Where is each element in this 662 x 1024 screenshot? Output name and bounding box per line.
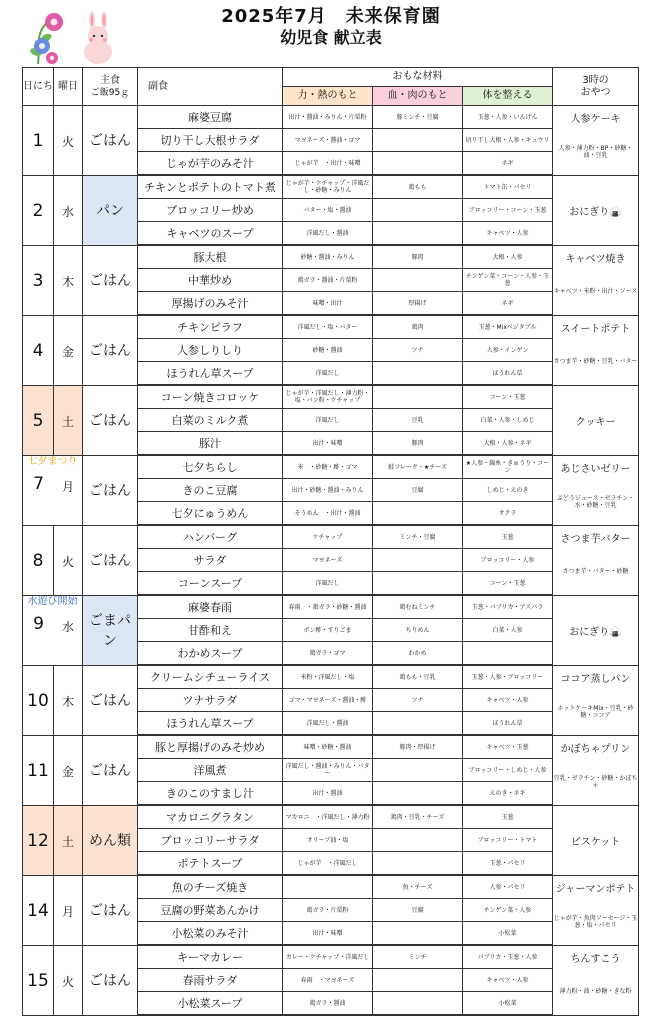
snack-name: スイートポテト (553, 315, 639, 339)
ingredient-energy: じゃが芋・洋風だし・薄力粉・塩・パン粉・ケチャップ (283, 385, 373, 409)
snack-ingredients: ぶどうジュース・ゼラチン・水・砂糖・豆乳 (553, 479, 639, 526)
ingredient-blood (373, 782, 463, 806)
ingredient-blood: ちりめん (373, 619, 463, 642)
ingredient-body: 玉葱・Mixベジタブル (463, 315, 553, 339)
table-row (23, 385, 639, 409)
day-number: 12 (27, 830, 49, 851)
table-row (23, 875, 639, 899)
ingredient-energy: じゃが芋 ・出汁・味噌 (283, 152, 373, 176)
weekday-label: 土 (61, 414, 74, 429)
ingredient-blood (373, 992, 463, 1016)
ingredient-blood: 魚・チーズ (373, 875, 463, 899)
ingredient-body: 小松菜 (463, 922, 553, 946)
snack-name: クッキー (553, 385, 639, 455)
ingredient-blood (373, 712, 463, 736)
ingredient-body: 小松菜 (463, 992, 553, 1016)
dish-name: ほうれん草スープ (138, 712, 283, 736)
ingredient-energy: 米 ・砂糖・酢・ゴマ (283, 455, 373, 479)
dish-name: 七夕にゅうめん (138, 502, 283, 526)
ingredient-energy: 鶏ガラ・片栗粉 (283, 899, 373, 922)
snack-name: おにぎり🍙 (553, 175, 639, 245)
dish-name: ハンバーグ (138, 525, 283, 549)
snack-ingredients: 豆乳・ゼラチン・砂糖・かぼちゃ (553, 759, 639, 806)
day-number: 2 (32, 200, 44, 221)
snack-ingredients: さつま芋・砂糖・豆乳・バター (553, 339, 639, 386)
ingredient-blood (373, 852, 463, 876)
ingredient-blood (373, 152, 463, 176)
ingredient-body: 玉葱・人参・ブロッコリー (463, 665, 553, 689)
weekday-cell (54, 945, 83, 1015)
ingredient-energy: 洋風だし (283, 362, 373, 386)
dish-name: 春雨サラダ (138, 969, 283, 992)
date-cell (23, 245, 54, 315)
dish-name: 豆腐の野菜あんかけ (138, 899, 283, 922)
snack-ingredients: ホットケーキMix・豆乳・砂糖・ココア (553, 689, 639, 736)
table-row (23, 735, 639, 759)
weekday-label: 木 (61, 694, 74, 709)
day-number: 7 (33, 473, 44, 494)
ingredient-blood (373, 222, 463, 246)
ingredient-energy: そうめん ・出汁・醤油 (283, 502, 373, 526)
weekday-label: 火 (61, 134, 74, 149)
snack-name: ココア蒸しパン (553, 665, 639, 689)
ingredient-body: 玉葱 (463, 525, 553, 549)
dish-name: きのこのすまし汁 (138, 782, 283, 806)
weekday-cell (54, 245, 83, 315)
table-row (23, 245, 639, 269)
dish-name: ブロッコリー炒め (138, 199, 283, 222)
ingredient-blood: 鮭フレーク・★チーズ (373, 455, 463, 479)
dish-name: 魚のチーズ焼き (138, 875, 283, 899)
day-number: 4 (32, 340, 44, 361)
weekday-cell (54, 525, 83, 595)
snack-name: あじさいゼリー (553, 455, 639, 479)
ingredient-energy: 洋風だし・醤油 (283, 222, 373, 246)
weekday-cell (54, 665, 83, 735)
dish-name: 洋風煮 (138, 759, 283, 782)
snack-name: ジャーマンポテト (553, 875, 639, 899)
day-number: 5 (32, 410, 44, 431)
ingredient-body: コーン・玉葱 (463, 385, 553, 409)
dish-name: 甘酢和え (138, 619, 283, 642)
date-cell (23, 315, 54, 385)
ingredient-blood (373, 969, 463, 992)
date-cell (23, 455, 83, 525)
col-header-weekday: 曜日 (54, 68, 83, 106)
ingredient-blood: 鶏もも (373, 175, 463, 199)
ingredient-blood: 鶏もも・豆乳 (373, 665, 463, 689)
staple-cell: ごはん (83, 385, 138, 455)
weekday-cell (54, 385, 83, 455)
ingredient-body: 玉葱・パプリカ・アスパラ (463, 595, 553, 619)
dish-name: 白菜のミルク煮 (138, 409, 283, 432)
dish-name: わかめスープ (138, 642, 283, 666)
ingredient-energy: 出汁・醤油・みりん・片栗粉 (283, 106, 373, 129)
table-row (23, 595, 639, 619)
dish-name: 七夕ちらし (138, 455, 283, 479)
day-number: 15 (27, 970, 49, 991)
ingredient-body: 大根・人参・ネギ (463, 432, 553, 456)
ingredient-energy: 味噌・出汁 (283, 292, 373, 316)
staple-cell: めん類 (83, 805, 138, 875)
ingredient-energy: 砂糖・醤油 (283, 339, 373, 362)
ingredient-blood: ツナ (373, 339, 463, 362)
weekday-label: 火 (61, 554, 74, 569)
weekday-label: 金 (61, 764, 74, 779)
ingredient-blood: ツナ (373, 689, 463, 712)
ingredient-energy: じゃが芋 ・洋風だし (283, 852, 373, 876)
ingredient-energy: 洋風だし (283, 572, 373, 596)
ingredient-energy: 鶏ガラ・醤油・片栗粉 (283, 269, 373, 292)
dish-name: 豚大根 (138, 245, 283, 269)
staple-cell: ごまパン (83, 595, 138, 665)
ingredient-body: キャベツ・人参 (463, 969, 553, 992)
day-number: 9 (33, 613, 44, 634)
ingredient-body: チンゲン菜・人参 (463, 899, 553, 922)
dish-name: 中華炒め (138, 269, 283, 292)
dish-name: コーンスープ (138, 572, 283, 596)
date-cell (23, 525, 54, 595)
date-cell (23, 106, 54, 176)
weekday-label: 水 (61, 619, 74, 634)
ingredient-energy: 春雨 ・マヨネーズ (283, 969, 373, 992)
ingredient-energy: 鶏ガラ・醤油 (283, 992, 373, 1016)
weekday-label: 水 (61, 204, 74, 219)
dish-name: 豚汁 (138, 432, 283, 456)
ingredient-blood: ミンチ・豆腐 (373, 525, 463, 549)
staple-cell: ごはん (83, 245, 138, 315)
weekday-label: 木 (61, 274, 74, 289)
dish-name: きのこ豆腐 (138, 479, 283, 502)
staple-cell: ごはん (83, 665, 138, 735)
ingredient-body: キャベツ・玉葱 (463, 735, 553, 759)
dish-name: 麻婆豆腐 (138, 106, 283, 129)
col-header-date: 日にち (23, 68, 54, 106)
ingredient-energy (283, 875, 373, 899)
staple-cell: ごはん (83, 315, 138, 385)
day-number: 1 (32, 130, 44, 151)
col-header-staple (83, 68, 138, 106)
ingredient-blood (373, 922, 463, 946)
ingredient-body: えのき・ネギ (463, 782, 553, 806)
snack-name: ビスケット (553, 805, 639, 875)
day-number: 14 (27, 900, 49, 921)
weekday-label: 月 (61, 479, 74, 494)
dish-name: サラダ (138, 549, 283, 572)
date-cell (23, 735, 54, 805)
staple-note: ご飯95ｇ (90, 87, 130, 98)
day-number: 3 (32, 270, 44, 291)
ingredient-energy: 春雨 ・鶏ガラ・砂糖・醤油 (283, 595, 373, 619)
weekday-cell (54, 805, 83, 875)
ingredient-body: ブロッコリー・トマト (463, 829, 553, 852)
ingredient-energy: オリーブ油・塩 (283, 829, 373, 852)
weekday-label: 火 (61, 974, 74, 989)
table-row (23, 315, 639, 339)
ingredient-energy: 出汁・味噌 (283, 922, 373, 946)
ingredient-body: キャベツ・人参 (463, 689, 553, 712)
ingredient-body: コーン・玉葱 (463, 572, 553, 596)
ingredient-energy: 出汁・味噌 (283, 432, 373, 456)
ingredient-body: しめじ・えのき (463, 479, 553, 502)
date-cell (23, 665, 54, 735)
snack-ingredients: じゃが芋・魚肉ソーセージ・玉葱・塩・パセリ (553, 899, 639, 946)
ingredient-energy: カレー・ケチャップ・洋風だし (283, 945, 373, 969)
ingredient-body: ほうれん草 (463, 362, 553, 386)
snack-label-2: おやつ (580, 86, 611, 98)
ingredient-body (463, 642, 553, 666)
dish-name: ブロッコリーサラダ (138, 829, 283, 852)
dish-name: ツナサラダ (138, 689, 283, 712)
weekday-cell (54, 315, 83, 385)
dish-name: 厚揚げのみそ汁 (138, 292, 283, 316)
ingredient-energy: 洋風だし (283, 409, 373, 432)
dish-name: じゃが芋のみそ汁 (138, 152, 283, 176)
dish-name: チキンピラフ (138, 315, 283, 339)
ingredient-energy: マヨネーズ・醤油・ゴマ (283, 129, 373, 152)
ingredient-body: 人参・インゲン (463, 339, 553, 362)
dish-name: クリームシチューライス (138, 665, 283, 689)
ingredient-body: ネギ (463, 152, 553, 176)
page-title: 2025年7月 未来保育園 (221, 6, 441, 27)
ingredient-blood (373, 199, 463, 222)
ingredient-body: チンゲン菜・コーン・人参・玉葱 (463, 269, 553, 292)
ingredient-blood: 豆腐 (373, 479, 463, 502)
ingredient-energy: じゃが芋・ケチャップ・洋風だし・砂糖・みりん (283, 175, 373, 199)
ingredient-energy: 鶏ガラ・ゴマ (283, 642, 373, 666)
snack-name: ちんすこう (553, 945, 639, 969)
day-number: 11 (27, 760, 49, 781)
ingredient-energy: マカロニ ・洋風だし・薄力粉 (283, 805, 373, 829)
ingredient-energy: マヨネーズ (283, 549, 373, 572)
snack-ingredients: 薄力粉・油・砂糖・きな粉 (553, 969, 639, 1016)
ingredient-blood: 豆乳 (373, 409, 463, 432)
date-cell (23, 385, 54, 455)
ingredient-blood (373, 759, 463, 782)
ingredient-blood (373, 362, 463, 386)
ingredient-body: キャベツ・人参 (463, 222, 553, 246)
ingredient-energy: バター・塩・醤油 (283, 199, 373, 222)
snack-name: キャベツ焼き (553, 245, 639, 269)
ingredient-energy: 味噌・砂糖・醤油 (283, 735, 373, 759)
ingredient-body: 玉葱・パセリ (463, 852, 553, 876)
ingredient-blood: わかめ (373, 642, 463, 666)
ingredient-energy: 出汁・砂糖・醤油・みりん (283, 479, 373, 502)
ingredient-energy: 洋風だし・醤油 (283, 712, 373, 736)
dish-name: キーマカレー (138, 945, 283, 969)
dish-name: 小松菜スープ (138, 992, 283, 1016)
dish-name: 豚と厚揚げのみそ炒め (138, 735, 283, 759)
weekday-label: 金 (61, 344, 74, 359)
ingredient-blood: 豚肉 (373, 432, 463, 456)
date-cell (23, 175, 54, 245)
ingredient-energy: 米粉・洋風だし・塩 (283, 665, 373, 689)
weekday-cell (54, 735, 83, 805)
ingredient-blood: 豚ミンチ・豆腐 (373, 106, 463, 129)
ingredient-body: 玉葱 (463, 805, 553, 829)
ingredient-body: 白菜・人参 (463, 619, 553, 642)
ingredient-blood: 豆腐 (373, 899, 463, 922)
ingredient-blood: 鶏肉・豆乳・チーズ (373, 805, 463, 829)
day-number: 8 (32, 550, 44, 571)
ingredient-energy: 洋風だし・醤油・みりん・バター (283, 759, 373, 782)
ingredient-energy: ケチャップ (283, 525, 373, 549)
ingredient-body: オクラ (463, 502, 553, 526)
snack-label-1: 3時の (582, 74, 609, 86)
ingredient-body: トマト缶・パセリ (463, 175, 553, 199)
staple-cell: ごはん (83, 525, 138, 595)
dish-name: コーン焼きコロッケ (138, 385, 283, 409)
dish-name: 麻婆春雨 (138, 595, 283, 619)
col-header-energy: 力・熱のもと (283, 87, 373, 106)
snack-name: おにぎり🍙 (553, 595, 639, 665)
dish-name: 小松菜のみそ汁 (138, 922, 283, 946)
weekday-label: 月 (61, 904, 74, 919)
snack-ingredients: キャベツ・米粉・出汁・ソース (553, 269, 639, 316)
col-header-snack (553, 68, 639, 106)
table-row (23, 455, 639, 479)
ingredient-blood (373, 829, 463, 852)
weekday-label: 土 (61, 834, 74, 849)
ingredient-blood (373, 549, 463, 572)
ingredient-body: 切り干し大根・人参・キュウリ (463, 129, 553, 152)
ingredient-body: ほうれん草 (463, 712, 553, 736)
ingredient-blood: 豚肉・厚揚げ (373, 735, 463, 759)
snack-name: かぼちゃプリン (553, 735, 639, 759)
col-header-side: 副食 (138, 68, 283, 106)
ingredient-body: ブロッコリー・人参 (463, 549, 553, 572)
ingredient-blood (373, 385, 463, 409)
dish-name: キャベツのスープ (138, 222, 283, 246)
dish-name: 人参しりしり (138, 339, 283, 362)
staple-cell: ごはん (83, 455, 138, 525)
table-row (23, 805, 639, 829)
ingredient-body: 玉葱・人参・いんげん (463, 106, 553, 129)
weekday-cell (54, 106, 83, 176)
dish-name: チキンとポテトのトマト煮 (138, 175, 283, 199)
staple-cell: ごはん (83, 945, 138, 1015)
date-cell (23, 875, 54, 945)
ingredient-blood: 厚揚げ (373, 292, 463, 316)
date-cell (23, 945, 54, 1015)
ingredient-body: ブロッコリー・しめじ・人参 (463, 759, 553, 782)
ingredient-blood: ミンチ (373, 945, 463, 969)
ingredient-energy: 砂糖・醤油・みりん (283, 245, 373, 269)
event-label: 七夕まつり (27, 455, 78, 467)
ingredient-body: 白菜・人参・しめじ (463, 409, 553, 432)
ingredient-energy: ゴマ・マヨネーズ・醤油・酢 (283, 689, 373, 712)
snack-name: 人参ケーキ (553, 106, 639, 129)
snack-ingredients: 人参・薄力粉・BP・砂糖・油・豆乳 (553, 129, 639, 176)
col-header-materials: おもな材料 (283, 68, 553, 87)
ingredient-blood: 鶏肉 (373, 315, 463, 339)
morning-glory-rabbit-illustration (28, 8, 123, 66)
table-row (23, 106, 639, 129)
ingredient-body: ブロッコリー・コーン・玉葱 (463, 199, 553, 222)
ingredient-body: 大根・人参 (463, 245, 553, 269)
snack-name: さつま芋バター (553, 525, 639, 549)
staple-cell: ごはん (83, 875, 138, 945)
weekday-cell (54, 175, 83, 245)
dish-name: ポテトスープ (138, 852, 283, 876)
snack-ingredients: さつま芋・バター・砂糖 (553, 549, 639, 596)
table-row (23, 175, 639, 199)
weekday-cell (54, 875, 83, 945)
col-header-blood: 血・肉のもと (373, 87, 463, 106)
menu-body (23, 106, 639, 1016)
ingredient-energy: 出汁・醤油 (283, 782, 373, 806)
dish-name: ほうれん草スープ (138, 362, 283, 386)
ingredient-body: ネギ (463, 292, 553, 316)
ingredient-energy: 洋風だし・塩・バター (283, 315, 373, 339)
date-cell (23, 595, 83, 665)
col-header-body: 体を整える (463, 87, 553, 106)
ingredient-blood (373, 502, 463, 526)
ingredient-blood: 鶏むねミンチ (373, 595, 463, 619)
table-row (23, 665, 639, 689)
ingredient-blood (373, 269, 463, 292)
staple-cell: ごはん (83, 735, 138, 805)
staple-cell: ごはん (83, 106, 138, 176)
dish-name: マカロニグラタン (138, 805, 283, 829)
ingredient-body: 人参・パセリ (463, 875, 553, 899)
staple-label: 主食 (100, 74, 120, 86)
day-number: 10 (27, 690, 49, 711)
ingredient-energy: ポン酢・すりごま (283, 619, 373, 642)
ingredient-body: ★人参・錦糸・きゅうり・コーン (463, 455, 553, 479)
event-label: 水遊び開始 (27, 595, 78, 607)
date-cell (23, 805, 54, 875)
page-subtitle: 幼児食 献立表 (280, 28, 382, 47)
ingredient-body: パプリカ・玉葱・人参 (463, 945, 553, 969)
menu-table (22, 67, 639, 1016)
ingredient-blood: 豚肉 (373, 245, 463, 269)
table-row (23, 945, 639, 969)
ingredient-blood (373, 572, 463, 596)
dish-name: 切り干し大根サラダ (138, 129, 283, 152)
table-row (23, 525, 639, 549)
staple-cell: パン (83, 175, 138, 245)
ingredient-blood (373, 129, 463, 152)
